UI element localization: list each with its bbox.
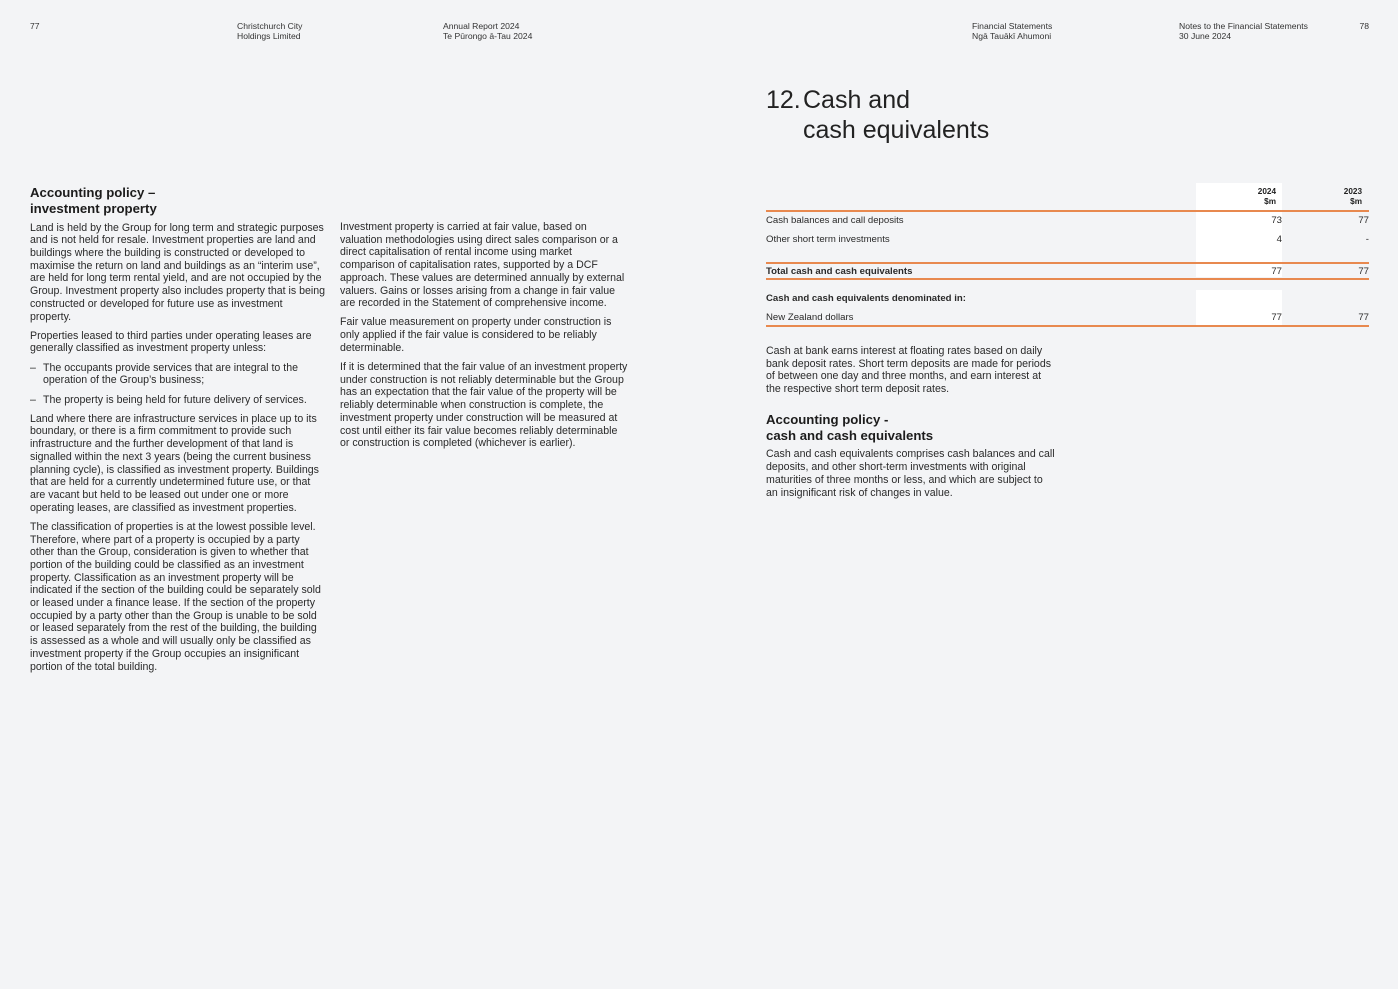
- bullet-text: The property is being held for future delivery of services.: [43, 393, 307, 406]
- cash-policy-heading: [766, 412, 1056, 444]
- page-number-left-text: 77: [30, 21, 40, 31]
- column-year-2023: 2023: [1343, 187, 1362, 196]
- page-title: [766, 85, 989, 145]
- heading-line-2: cash and cash equivalents: [766, 427, 934, 443]
- title-number: 12.: [766, 86, 801, 114]
- column-unit-2023: $m: [1350, 197, 1362, 206]
- row-label: Cash balances and call deposits: [766, 215, 904, 226]
- left-column-1: [30, 185, 326, 680]
- paragraph: Fair value measurement on property under construction is only applied if the fair value is considered to be reliably determinable.: [340, 316, 612, 354]
- report-name: [443, 21, 532, 41]
- paragraph: The classification of properties is at the lowest possible level. Therefore, where part of a property is occupied by a party other than the Group, consideration is given to whether that portion of the building could be classified as an investment property. Classification as an investment property will be indicated if the section of the building could be separately sold or leased under a finance lease. If the section of the property occupied by a party other than the Group is unable to be sold or leased separately from the rest of the building, the building is assessed as a whole and will usually only be classified as investment property if the Group occupies an insignificant portion of the total building.: [30, 520, 321, 673]
- heading-line-1: Accounting policy -: [766, 411, 889, 427]
- value-2023: 77: [1358, 266, 1369, 277]
- report-line-1: Annual Report 2024: [443, 21, 520, 31]
- column-header-2024: [1226, 187, 1276, 207]
- notes-name: [1179, 21, 1308, 41]
- highlight-column-bottom: [1196, 290, 1282, 325]
- table-rule: [766, 325, 1369, 327]
- table-rule: [766, 278, 1369, 280]
- value-2023: 77: [1358, 312, 1369, 323]
- left-column-2: [340, 221, 628, 456]
- notes-line-2: 30 June 2024: [1179, 31, 1232, 41]
- title-line-1: Cash and: [803, 86, 911, 114]
- row-label: Other short term investments: [766, 234, 890, 245]
- heading-line-2: investment property: [30, 200, 157, 216]
- paragraph: If it is determined that the fair value of an investment property under construction is not reliably determinable but the Group has an expectation that the fair value of the property will be reliably determinable when construction is complete, the investment property under construction will be measured at cost until either its fair value becomes reliably determinable or construction is completed (whichever is earlier).: [340, 361, 628, 450]
- value-2023: -: [1365, 234, 1369, 245]
- report-line-2: Te Pūrongo ā-Tau 2024: [443, 31, 533, 41]
- value-2024: 4: [1276, 234, 1282, 245]
- right-column: [766, 345, 1056, 506]
- column-unit-2024: $m: [1264, 197, 1276, 206]
- paragraph: Investment property is carried at fair value, based on valuation methodologies using direct sales comparison or a direct capitalisation of rental income using market comparison of capitalisation rates, supported by a DCF approach. These values are determined annually by external valuers. Gains or losses arising from a change in fair value are recorded in the Statement of comprehensive income.: [340, 221, 625, 310]
- row-label: Total cash and cash equivalents: [766, 266, 913, 277]
- section-line-1: Financial Statements: [972, 21, 1053, 31]
- row-label: New Zealand dollars: [766, 312, 854, 323]
- column-year-2024: 2024: [1257, 187, 1276, 196]
- page-number-right-text: 78: [1359, 21, 1369, 31]
- section-line-2: Ngā Tauākī Ahumoni: [972, 31, 1052, 41]
- paragraph: Cash and cash equivalents comprises cash balances and call deposits, and other short-term investments with original maturities of three months or less, and which are subject to an insignificant risk of changes in value.: [766, 448, 1055, 499]
- page-number-left: [30, 21, 40, 31]
- row-label: Cash and cash equivalents denominated in:: [766, 293, 966, 304]
- company-name: [237, 21, 302, 41]
- bullet-item: [30, 362, 326, 387]
- paragraph: Properties leased to third parties under operating leases are generally classified as investment property unless:: [30, 329, 312, 355]
- paragraph: Cash at bank earns interest at floating rates based on daily bank deposit rates. Short term deposits are made for periods of between one day and three months, and earn interest at the respective short term deposit rates.: [766, 345, 1052, 396]
- paragraph: Land is held by the Group for long term and strategic purposes and is not held for resale. Investment properties are land and buildings where the building is constructed or developed to maximise the return on land and buildings as an “interim use”, are held for long term rental yield, and are not occupied by the Group. Investment property also includes property that is being constructed or developed for future use as investment property.: [30, 221, 326, 323]
- value-2024: 77: [1271, 312, 1282, 323]
- bullet-dash: –: [30, 393, 36, 406]
- company-line-2: Holdings Limited: [237, 31, 301, 41]
- bullet-item: [30, 394, 326, 407]
- title-line-2: cash equivalents: [803, 116, 990, 144]
- value-2024: 73: [1271, 215, 1282, 226]
- column-header-2023: [1312, 187, 1362, 207]
- table-rule: [766, 210, 1369, 212]
- value-2024: 77: [1271, 266, 1282, 277]
- investment-property-heading: [30, 185, 326, 217]
- table-rule: [766, 262, 1369, 264]
- value-2023: 77: [1358, 215, 1369, 226]
- page-number-right: [1340, 21, 1369, 31]
- heading-line-1: Accounting policy –: [30, 185, 156, 200]
- section-name: [972, 21, 1052, 41]
- bullet-dash: –: [30, 361, 36, 374]
- paragraph: Land where there are infrastructure services in place up to its boundary, or there is a firm commitment to provide such infrastructure and the further development of that land is signalled within the next 3 years (being the current business planning cycle), is classified as investment property. Buildings that are held for a currently undetermined future use, or that are vacant but held to be leased out under one or more operating leases, are classified as investment properties.: [30, 412, 319, 514]
- company-line-1: Christchurch City: [237, 21, 303, 31]
- bullet-text: The occupants provide services that are integral to the operation of the Group’s business;: [43, 361, 298, 387]
- notes-line-1: Notes to the Financial Statements: [1179, 21, 1308, 31]
